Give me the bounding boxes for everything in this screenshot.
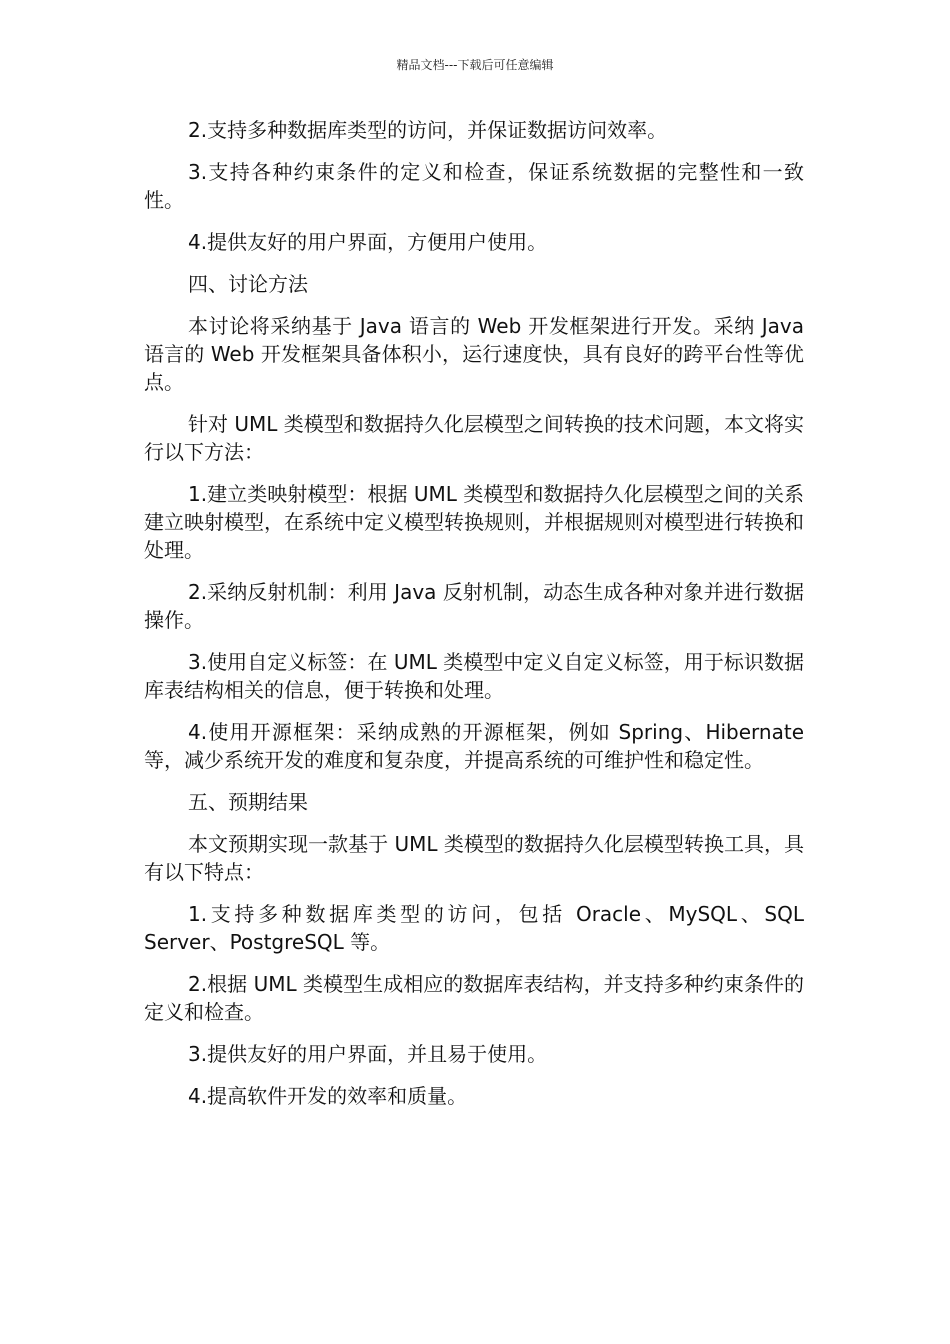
paragraph-method-1: 1.建立类映射模型：根据 UML 类模型和数据持久化层模型之间的关系建立映射模型，在系统中定义模型转换规则，并根据规则对模型进行转换和处理。 — [144, 482, 804, 562]
paragraph-goal-3: 3.支持各种约束条件的定义和检查，保证系统数据的完整性和一致性。 — [144, 160, 804, 212]
paragraph-result-1: 1.支持多种数据库类型的访问，包括 Oracle、MySQL、SQL Server、PostgreSQL 等。 — [144, 902, 804, 954]
page-header: 精品文档---下载后可任意编辑 — [396, 58, 554, 72]
paragraph-method-3: 3.使用自定义标签：在 UML 类模型中定义自定义标签，用于标识数据库表结构相关的信息，便于转换和处理。 — [144, 650, 804, 702]
paragraph-method-4: 4.使用开源框架：采纳成熟的开源框架，例如 Spring、Hibernate 等，减少系统开发的难度和复杂度，并提高系统的可维护性和稳定性。 — [144, 720, 804, 772]
paragraph-methods-intro: 本讨论将采纳基于 Java 语言的 Web 开发框架进行开发。采纳 Java 语言的 Web 开发框架具备体积小，运行速度快，具有良好的跨平台性等优点。 — [144, 314, 804, 394]
paragraph-result-3: 3.提供友好的用户界面，并且易于使用。 — [188, 1042, 548, 1066]
paragraph-goal-2: 2.支持多种数据库类型的访问，并保证数据访问效率。 — [188, 118, 668, 142]
paragraph-method-2: 2.采纳反射机制：利用 Java 反射机制，动态生成各种对象并进行数据操作。 — [144, 580, 804, 632]
section-heading-methods: 四、讨论方法 — [188, 272, 308, 296]
section-heading-results: 五、预期结果 — [188, 790, 308, 814]
paragraph-goal-4: 4.提供友好的用户界面，方便用户使用。 — [188, 230, 548, 254]
paragraph-methods-approach: 针对 UML 类模型和数据持久化层模型之间转换的技术问题，本文将实行以下方法： — [144, 412, 804, 464]
paragraph-result-4: 4.提高软件开发的效率和质量。 — [188, 1084, 468, 1108]
paragraph-result-2: 2.根据 UML 类模型生成相应的数据库表结构，并支持多种约束条件的定义和检查。 — [144, 972, 804, 1024]
paragraph-results-intro: 本文预期实现一款基于 UML 类模型的数据持久化层模型转换工具，具有以下特点： — [144, 832, 804, 884]
document-body — [144, 116, 804, 1124]
